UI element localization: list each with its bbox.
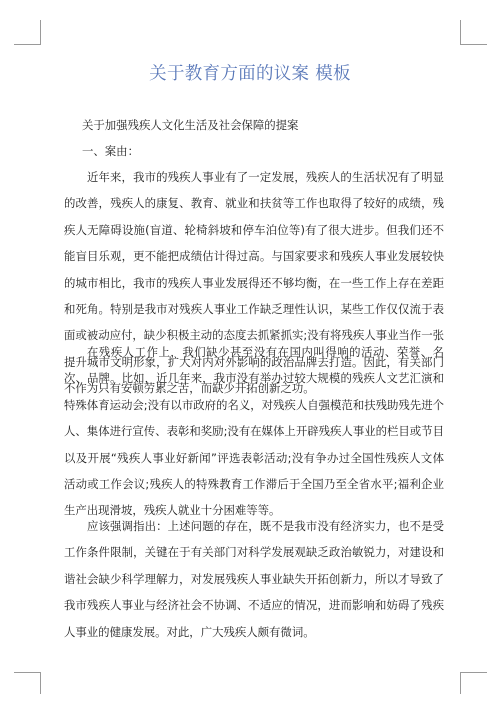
crop-mark-bottom-left [40,672,41,694]
crop-mark-top-left [40,20,41,45]
crop-mark-top-right [460,44,487,45]
body-paragraph: 应该强调指出：上述问题的存在，既不是我市没有经济实力，也不是受工作条件限制，关键在于有关部门对科学发展观缺乏政治敏锐力，对建设和谐社会缺少科学理解力，对发展残疾人事业缺失开拓创新力，所以才导致了我市残疾人事业与经济社会不协调、不适应的情况，进而影响和妨碍了残疾人事业的健康发展。对此，广大残疾人颇有微词。 [64,519,444,639]
crop-mark-bottom-right [460,672,487,673]
body-paragraph: 在残疾人工作上，我们缺少甚至没有在国内叫得响的活动、荣誉、名次、品牌。比如，近几年来，我市没有举办过较大规模的残疾人文艺汇演和特殊体育运动会;没有以市政府的名义，对残疾人自强模范和扶残助残先进个人、集体进行宣传、表彰和奖励;没有在媒体上开辟残疾人事业的栏目或节目以及开展“残疾人事业好新闻”评选表彰活动;没有争办过全国性残疾人文体活动或工作会议;残疾人的特殊教育工作滞后于全国乃至全省水平;福利企业生产出现滑坡，残疾人就业十分困难等等。 [64,345,444,518]
crop-mark-top-right [460,20,461,45]
section-heading: 一、案由： [82,144,139,158]
crop-mark-bottom-right [460,672,461,694]
crop-mark-top-left [14,44,41,45]
document-subtitle: 关于加强残疾人文化生活及社会保障的提案 [82,118,299,132]
crop-mark-bottom-left [14,672,41,673]
body-paragraph: 近年来，我市的残疾人事业有了一定发展，残疾人的生活状况有了明显的改善，残疾人的康复、教育、就业和扶贫等工作也取得了较好的成绩，残疾人无障碍设施(盲道、轮椅斜坡和停车泊位等)有了很大进步。但我们还不能盲目乐观，更不能把成绩估计得过高。与国家要求和残疾人事业发展较快的城市相比，我市的残疾人事业发展得还不够均衡，在一些工作上存在差距和死角。特别是我市对残疾人事业工作缺乏理性认识，某些工作仅仅流于表面或被动应付，缺少积极主动的态度去抓紧抓实;没有将残疾人事业当作一张提升城市文明形象，扩大对内对外影响的政治品牌去打造。因此，有关部门不作为只有安顿劳累之苦，而缺少开拓创新之功。 [64,170,444,396]
document-title: 关于教育方面的议案 模板 [149,64,351,84]
